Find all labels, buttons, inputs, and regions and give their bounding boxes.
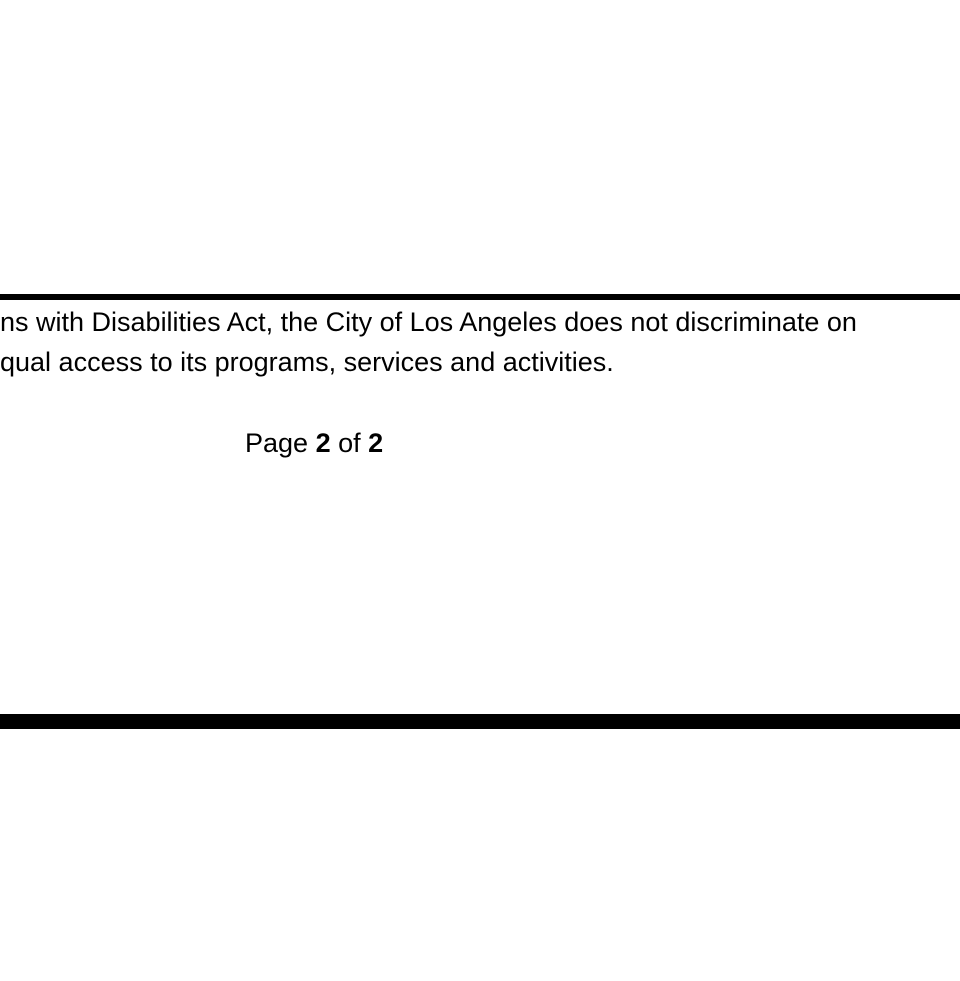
ada-notice-line-2: qual access to its programs, services and activities. bbox=[0, 347, 614, 377]
page-number-prefix: Page bbox=[245, 428, 309, 458]
bottom-divider-rule bbox=[0, 714, 960, 729]
page-number-total: 2 bbox=[368, 428, 384, 458]
page-number bbox=[245, 426, 383, 460]
ada-notice-line-1: ns with Disabilities Act, the City of Los Angeles does not discriminate on bbox=[0, 307, 857, 337]
page-number-separator: of bbox=[338, 428, 361, 458]
page-number-current: 2 bbox=[315, 428, 331, 458]
top-divider-rule bbox=[0, 294, 960, 300]
